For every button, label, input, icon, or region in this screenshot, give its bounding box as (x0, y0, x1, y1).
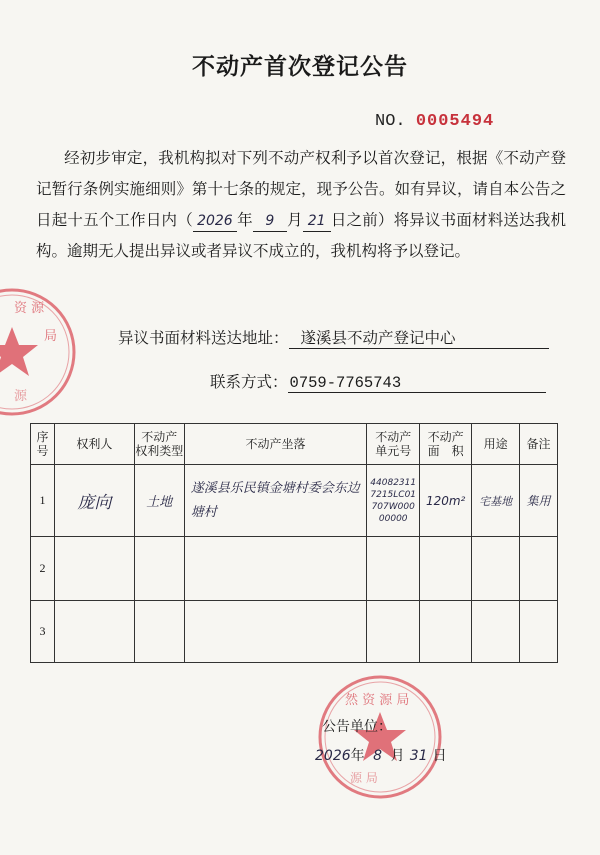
publish-month: 8 (373, 748, 383, 764)
cell-type (134, 537, 184, 601)
table-header-row (31, 424, 558, 465)
notice-body (36, 143, 566, 267)
publish-year-suffix: 年 (350, 748, 365, 764)
publish-day-suffix: 日 (432, 748, 447, 764)
svg-text:源: 源 (14, 389, 28, 404)
cell-area (420, 537, 472, 601)
cell-holder (54, 537, 134, 601)
cell-usage: 宅基地 (472, 465, 520, 537)
svg-text:局: 局 (44, 329, 58, 344)
header-area-line1: 不动产 (427, 430, 464, 444)
deadline-year-suffix: 年 (236, 211, 253, 229)
cell-seq: 3 (31, 601, 55, 663)
header-seq: 序号 (31, 424, 55, 465)
deadline-year: 2026 (193, 211, 237, 232)
cell-usage (472, 537, 520, 601)
header-unit (367, 424, 420, 465)
cell-remark: 集用 (520, 465, 558, 537)
cell-unit: 440823117215LC01707W00000000 (367, 465, 420, 537)
deadline-month-suffix: 月 (286, 211, 303, 229)
svg-text:资 源: 资 源 (14, 301, 45, 316)
page-title: 不动产首次登记公告 (192, 54, 408, 80)
cell-type: 土地 (134, 465, 184, 537)
svg-text:源 局: 源 局 (350, 771, 378, 785)
notice-number-label: NO. (375, 112, 406, 131)
publish-month-suffix: 月 (390, 748, 405, 764)
deadline-day: 21 (303, 211, 331, 232)
cell-location: 遂溪县乐民镇金塘村委会东边塘村 (184, 465, 367, 537)
contact (210, 370, 546, 393)
header-type (134, 424, 184, 465)
header-unit-line1: 不动产 (375, 430, 412, 444)
header-location: 不动产坐落 (184, 424, 367, 465)
notice-body-part2: 日之前）将异议书面材料送达我机构。逾期无人提出异议或者异议不成立的，我机构将予以登记。 (36, 211, 566, 260)
cell-location (184, 537, 367, 601)
contact-label: 联系方式： (210, 373, 288, 391)
property-table (30, 423, 558, 663)
header-unit-line2: 单元号 (375, 444, 412, 458)
notice-body-part1: 经初步审定，我机构拟对下列不动产权利予以首次登记，根据《不动产登记暂行条例实施细则》第十七条的规定，现予公告。如有异议，请自本公告之日起十五个工作日内（ (36, 149, 566, 229)
header-type-line1: 不动产 (141, 430, 178, 444)
header-holder: 权利人 (54, 424, 134, 465)
notice-number (375, 112, 494, 131)
table-row (31, 465, 558, 537)
official-seal-bottom (315, 672, 445, 802)
deadline-month: 9 (253, 211, 287, 232)
objection-address-value: 遂溪县不动产登记中心 (289, 326, 549, 349)
header-type-line2: 权利类型 (135, 444, 184, 458)
cell-remark (520, 537, 558, 601)
contact-value: 0759-7765743 (288, 374, 546, 393)
objection-address-label: 异议书面材料送达地址： (118, 329, 289, 347)
table-row (31, 537, 558, 601)
cell-area: 120m² (420, 465, 472, 537)
objection-address (118, 326, 549, 349)
header-usage: 用途 (472, 424, 520, 465)
cell-location (184, 601, 367, 663)
cell-remark (520, 601, 558, 663)
cell-type (134, 601, 184, 663)
header-remark: 备注 (520, 424, 558, 465)
header-area (420, 424, 472, 465)
publish-year: 2026 (315, 748, 351, 764)
cell-holder (54, 601, 134, 663)
official-seal-left (0, 282, 82, 422)
cell-seq: 2 (31, 537, 55, 601)
cell-usage (472, 601, 520, 663)
svg-text:然 资 源 局: 然 资 源 局 (345, 693, 410, 708)
cell-unit (367, 537, 420, 601)
publisher-label: 公告单位： (322, 719, 392, 735)
table-row (31, 601, 558, 663)
cell-seq: 1 (31, 465, 55, 537)
publish-day: 31 (409, 748, 428, 764)
publish-date (315, 745, 447, 765)
notice-number-value: 0005494 (415, 112, 495, 131)
cell-unit (367, 601, 420, 663)
cell-holder: 庞向 (54, 465, 134, 537)
header-area-line2: 面 积 (427, 444, 464, 458)
cell-area (420, 601, 472, 663)
